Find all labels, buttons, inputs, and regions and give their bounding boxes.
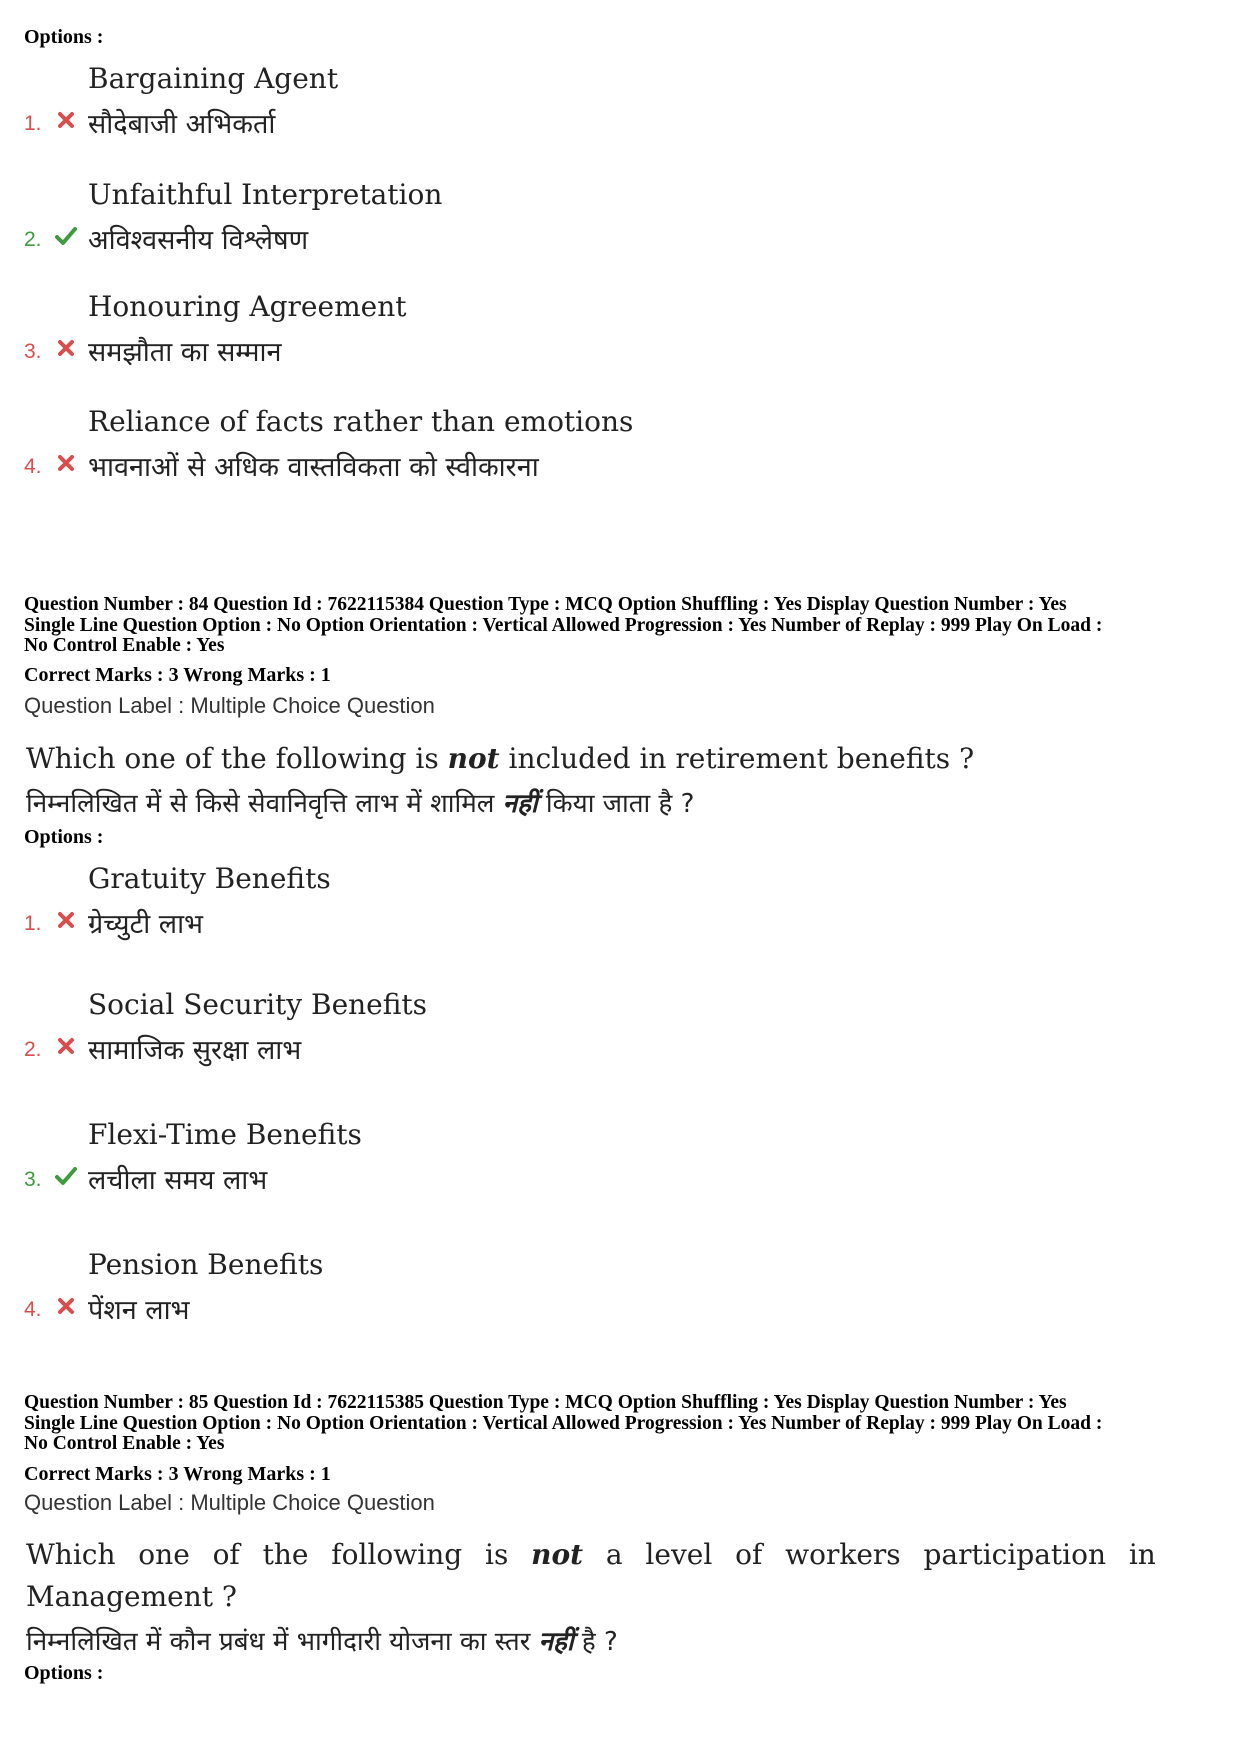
question-label: Question Label : Multiple Choice Question	[24, 693, 435, 718]
question-text-part: Which one of the following is	[26, 742, 448, 775]
question-word: of	[735, 1538, 763, 1571]
cross-icon	[54, 108, 78, 132]
question-word: workers	[785, 1538, 901, 1571]
option-number: 3.	[24, 1168, 42, 1191]
option-number: 1.	[24, 912, 42, 935]
question-text-english	[26, 742, 1156, 775]
option-hindi-text: ग्रेच्युटी लाभ	[88, 909, 204, 940]
metadata-line: No Control Enable : Yes	[24, 635, 225, 656]
option-1	[0, 62, 900, 162]
question-text-hindi	[26, 784, 694, 820]
option-english-text: Honouring Agreement	[88, 290, 407, 323]
option-1	[0, 862, 900, 962]
metadata-line: Question Number : 85 Question Id : 7622115385 Question Type : MCQ Option Shuffling : Yes Display Question Number : Yes	[24, 1392, 1067, 1413]
options-label: Options :	[24, 1662, 104, 1684]
option-4	[0, 1248, 900, 1348]
question-emphasis: नहीं	[502, 789, 538, 819]
question-metadata	[24, 595, 1224, 657]
option-hindi-text: सौदेबाजी अभिकर्ता	[88, 109, 276, 140]
question-word: participation	[923, 1538, 1107, 1571]
options-label: Options :	[24, 26, 104, 48]
option-number: 2.	[24, 1038, 42, 1061]
option-3	[0, 1118, 900, 1218]
question-emphasis: नहीं	[538, 1627, 574, 1657]
option-number: 4.	[24, 1298, 42, 1321]
question-word: Which	[26, 1538, 116, 1571]
option-hindi-text: भावनाओं से अधिक वास्तविकता को स्वीकारना	[88, 452, 539, 483]
question-text-part: किया जाता है ?	[537, 789, 695, 819]
option-hindi-text: समझौता का सम्मान	[88, 337, 282, 368]
question-line	[26, 1538, 1156, 1571]
cross-icon	[54, 336, 78, 360]
metadata-line: Single Line Question Option : No Option Orientation : Vertical Allowed Progression : Yes Number of Replay : 999 Play On Load :	[24, 1412, 1103, 1434]
question-text-part: निम्नलिखित में से किसे सेवानिवृत्ति लाभ में शामिल	[26, 789, 503, 819]
question-word: not	[531, 1538, 584, 1571]
question-text-part: है ?	[573, 1627, 618, 1657]
question-text-part: निम्नलिखित में कौन प्रबंध में भागीदारी योजना का स्तर	[26, 1627, 539, 1657]
question-text-hindi	[26, 1622, 618, 1658]
options-label: Options :	[24, 826, 104, 848]
option-2	[0, 178, 900, 278]
option-number: 2.	[24, 228, 42, 251]
option-number: 3.	[24, 340, 42, 363]
option-4	[0, 405, 900, 505]
marks-info: Correct Marks : 3 Wrong Marks : 1	[24, 1463, 331, 1485]
question-label: Question Label : Multiple Choice Question	[24, 1490, 435, 1515]
question-text-english	[26, 1538, 1156, 1571]
metadata-line: No Control Enable : Yes	[24, 1433, 225, 1454]
option-english-text: Flexi-Time Benefits	[88, 1118, 362, 1151]
question-word: of	[212, 1538, 240, 1571]
option-3	[0, 290, 900, 390]
option-hindi-text: लचीला समय लाभ	[88, 1165, 268, 1196]
question-metadata	[24, 1393, 1224, 1455]
metadata-line: Single Line Question Option : No Option Orientation : Vertical Allowed Progression : Yes Number of Replay : 999 Play On Load :	[24, 614, 1103, 636]
question-word: level	[645, 1538, 713, 1571]
question-word: is	[484, 1538, 509, 1571]
question-word: one	[138, 1538, 190, 1571]
cross-icon	[54, 451, 78, 475]
option-number: 4.	[24, 455, 42, 478]
option-english-text: Pension Benefits	[88, 1248, 324, 1281]
marks-info: Correct Marks : 3 Wrong Marks : 1	[24, 664, 331, 686]
option-hindi-text: सामाजिक सुरक्षा लाभ	[88, 1035, 302, 1066]
checkmark-icon	[54, 1164, 78, 1188]
cross-icon	[54, 1294, 78, 1318]
option-english-text: Bargaining Agent	[88, 62, 339, 95]
checkmark-icon	[54, 224, 78, 248]
question-text-english-cont: Management ?	[26, 1580, 237, 1613]
question-word: the	[262, 1538, 309, 1571]
option-english-text: Reliance of facts rather than emotions	[88, 405, 634, 438]
option-hindi-text: अविश्वसनीय विश्लेषण	[88, 225, 309, 256]
option-english-text: Gratuity Benefits	[88, 862, 331, 895]
cross-icon	[54, 1034, 78, 1058]
option-english-text: Unfaithful Interpretation	[88, 178, 443, 211]
option-number: 1.	[24, 112, 42, 135]
option-2	[0, 988, 900, 1088]
cross-icon	[54, 908, 78, 932]
question-text-part: included in retirement benefits ?	[499, 742, 975, 775]
question-word: a	[605, 1538, 623, 1571]
question-word: following	[331, 1538, 463, 1571]
option-hindi-text: पेंशन लाभ	[88, 1295, 190, 1326]
question-word: in	[1128, 1538, 1156, 1571]
question-emphasis: not	[447, 742, 500, 775]
metadata-line: Question Number : 84 Question Id : 7622115384 Question Type : MCQ Option Shuffling : Yes Display Question Number : Yes	[24, 594, 1067, 615]
option-english-text: Social Security Benefits	[88, 988, 428, 1021]
